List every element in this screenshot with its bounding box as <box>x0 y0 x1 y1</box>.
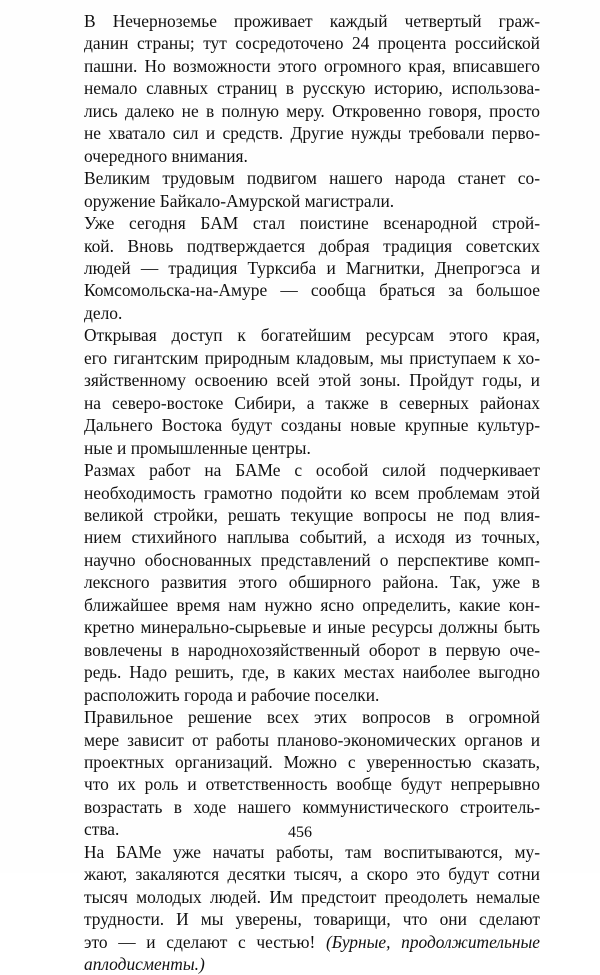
text-line: лись далеко не в полную меру. Откровенно говоря, просто <box>84 100 540 121</box>
text-line: расположить города и рабочие поселки. <box>84 684 380 705</box>
text-line: трудности. И мы уверены, товарищи, что они сделают <box>84 909 540 930</box>
text-line: дело. <box>84 302 123 323</box>
text-line: кой. Вновь подтверждается добрая традиция советских <box>84 235 540 256</box>
text-line: жают, закаляются десятки тысяч, а скоро это будут сотни <box>84 864 540 885</box>
text-line: научно обоснованных представлений о перспективе комп- <box>84 549 540 570</box>
applause-remark: (Бурные, продолжительные <box>325 931 540 952</box>
paragraph-6 <box>62 706 540 841</box>
paragraph-1 <box>62 10 540 167</box>
paragraph-4 <box>62 324 540 459</box>
text-line: необходимость грамотно подойти ко всем проблемам этой <box>84 482 540 503</box>
text-line: Правильное решение всех этих вопросов в огромной <box>84 707 540 728</box>
text-line: Великим трудовым подвигом нашего народа станет со- <box>84 168 540 189</box>
text-line: редь. Надо решить, где, в каких местах наиболее выгодно <box>84 662 540 683</box>
text-line: В Нечерноземье проживает каждый четвертый граж- <box>84 11 540 31</box>
text-line: кретно минерально-сырьевые и иные ресурсы должны быть <box>84 617 540 638</box>
text-line <box>62 953 540 975</box>
text-line: людей — традиция Турксиба и Магнитки, Днепрогэса и <box>84 257 540 278</box>
page-number: 456 <box>288 824 312 841</box>
text-line: его гигантским природным кладовым, мы приступаем к хо- <box>84 347 540 368</box>
text-line: проектных организаций. Можно с уверенностью сказать, <box>84 751 540 772</box>
text-line: возрастать в ходе нашего коммунистического строитель- <box>84 796 540 817</box>
text-line: вовлечены в народнохозяйственный оборот в первую оче- <box>84 639 540 660</box>
text-line: ные и промышленные центры. <box>84 437 311 458</box>
applause-remark-end: аплодисменты.) <box>84 954 205 975</box>
text-line: что их роль и ответственность вообще будут непрерывно <box>84 774 540 795</box>
text-line: великой стройки, решать текущие вопросы не под влия- <box>84 504 540 525</box>
text-line: немало славных страниц в русскую историю, использова- <box>84 78 540 99</box>
paragraph-5 <box>62 459 540 706</box>
closing-sentence: это — и сделают с честью! <box>84 931 316 952</box>
text-line: на северо-востоке Сибири, а также в северных районах <box>84 392 540 413</box>
text-line: ближайшее время нам нужно ясно определить, какие кон- <box>84 594 540 615</box>
text-line: Комсомольска-на-Амуре — сообща браться за большое <box>84 280 540 301</box>
text-line: Уже сегодня БАМ стал поистине всенародной строй- <box>84 213 540 234</box>
paragraph-2 <box>62 167 540 212</box>
text-line: На БАМе уже начаты работы, там воспитываются, му- <box>84 841 540 862</box>
text-line: данин страны; тут сосредоточено 24 процента российской <box>84 33 540 54</box>
text-line: Размах работ на БАМе с особой силой подчеркивает <box>84 460 540 481</box>
text-line: нием стихийного наплыва событий, а исходя из точных, <box>84 527 540 548</box>
text-line: мере зависит от работы планово-экономических органов и <box>84 729 540 750</box>
text-line-with-applause <box>62 931 540 953</box>
text-line: тысяч молодых людей. Им предстоит преодолеть немалые <box>84 886 540 907</box>
paragraph-3 <box>62 212 540 324</box>
text-line: Открывая доступ к богатейшим ресурсам этого края, <box>84 325 540 346</box>
text-line: пашни. Но возможности этого огромного края, вписавшего <box>84 55 540 76</box>
text-line: лексного развития этого обширного района. Так, уже в <box>84 572 540 593</box>
text-line: зяйственному освоению всей этой зоны. Пройдут годы, и <box>84 370 540 391</box>
text-line: ства. <box>84 819 120 840</box>
text-line: очередного внимания. <box>84 145 248 166</box>
text-line: оружение Байкало-Амурской магистрали. <box>84 190 395 211</box>
text-line: не хватало сил и средств. Другие нужды требовали перво- <box>84 123 540 144</box>
paragraph-7 <box>62 841 540 975</box>
text-line: Дальнего Востока будут созданы новые крупные культур- <box>84 415 540 436</box>
